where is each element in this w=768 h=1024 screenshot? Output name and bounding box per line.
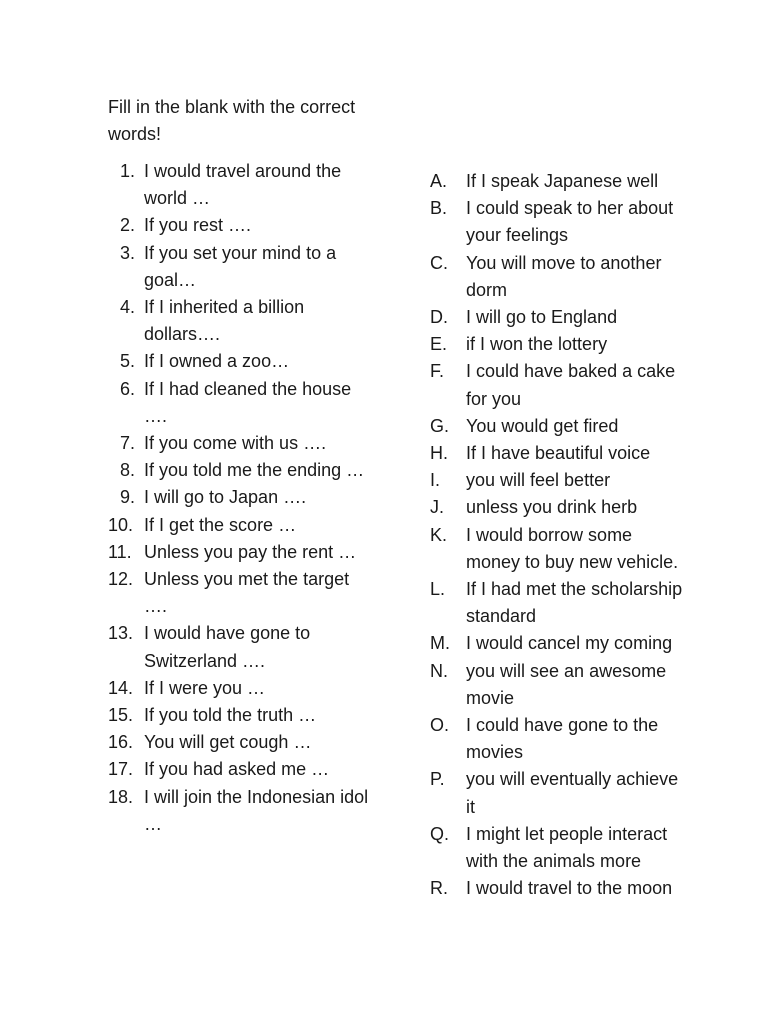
sentence-item-marker: 11. <box>108 541 132 562</box>
sentence-item-marker: 13. <box>108 623 134 644</box>
clause-item <box>424 576 689 630</box>
sentence-item-text: I would have gone to Switzerland …. <box>144 623 311 671</box>
sentence-item-marker: 8. <box>119 460 135 481</box>
sentence-item-text: You will get cough … <box>144 732 312 753</box>
sentence-item-text: If you set your mind to a goal… <box>144 242 337 290</box>
clause-item-text: I will go to England <box>466 307 618 328</box>
sentence-item-marker: 9. <box>119 487 135 508</box>
clause-item <box>424 331 689 358</box>
sentence-item <box>108 566 370 620</box>
sentence-item-marker: 16. <box>108 732 134 753</box>
clause-item <box>424 712 689 766</box>
clause-item-text: I would cancel my coming <box>466 633 673 654</box>
sentence-item <box>108 294 370 348</box>
sentence-item-marker: 2. <box>119 215 135 236</box>
sentence-item-marker: 17. <box>108 759 134 780</box>
sentence-item <box>108 158 370 212</box>
clause-item <box>424 358 689 412</box>
sentence-item-text: If I get the score … <box>144 514 297 535</box>
clause-item <box>424 413 689 440</box>
clause-item <box>424 195 689 249</box>
lettered-clause-list <box>424 168 689 902</box>
clause-item-marker: A. <box>430 171 448 191</box>
clause-item-marker: R. <box>430 878 448 899</box>
sentence-item-marker: 15. <box>108 705 134 726</box>
sentence-item <box>108 702 370 729</box>
clause-item <box>424 440 689 467</box>
sentence-item <box>108 484 370 511</box>
clause-item <box>424 168 689 195</box>
sentence-item-text: I will go to Japan …. <box>144 487 307 508</box>
sentence-item-marker: 18. <box>108 786 134 807</box>
sentence-item-text: If I owned a zoo… <box>144 351 290 372</box>
clause-item <box>424 250 689 304</box>
sentence-item <box>108 430 370 457</box>
clause-item-text: you will eventually achieve it <box>466 769 679 817</box>
clause-item-marker: M. <box>430 633 450 654</box>
clause-item <box>424 494 689 521</box>
clause-item-text: I could have baked a cake for you <box>466 361 676 409</box>
clause-item <box>424 658 689 712</box>
clause-item-text: I would travel to the moon <box>466 878 673 899</box>
clause-item-marker: J. <box>430 497 445 518</box>
sentence-item <box>108 512 370 539</box>
clause-item <box>424 630 689 657</box>
sentence-item-marker: 6. <box>119 378 135 399</box>
clause-item-text: If I have beautiful voice <box>466 443 651 464</box>
clause-item-marker: E. <box>430 334 448 355</box>
clause-item-text: if I won the lottery <box>466 334 608 355</box>
clause-item-marker: G. <box>430 415 450 436</box>
clause-item-text: If I had met the scholarship standard <box>466 579 683 627</box>
clause-item-text: unless you drink herb <box>466 497 638 518</box>
clause-item-text: You would get fired <box>466 415 619 436</box>
clause-item-marker: L. <box>430 579 446 600</box>
clause-item <box>424 467 689 494</box>
clause-item-text: I would borrow some money to buy new vehicle. <box>466 524 679 572</box>
sentence-item-text: If you told the truth … <box>144 705 317 726</box>
clause-item-marker: P. <box>430 769 445 790</box>
sentence-item-text: Unless you met the target …. <box>144 569 350 617</box>
clause-item-text: I could speak to her about your feelings <box>466 198 674 246</box>
clause-item-marker: K. <box>430 524 448 545</box>
clause-item-marker: B. <box>430 198 448 219</box>
clause-item-marker: F. <box>430 361 445 382</box>
sentence-item <box>108 756 370 783</box>
sentence-item-marker: 10. <box>108 514 134 535</box>
sentence-item-marker: 4. <box>119 297 135 318</box>
clause-item <box>424 766 689 820</box>
clause-item-text: I could have gone to the movies <box>466 715 659 763</box>
sentence-item-marker: 14. <box>108 677 134 698</box>
worksheet-title: Fill in the blank with the correct words! <box>108 97 356 144</box>
sentence-item-text: If you come with us …. <box>144 433 327 454</box>
clause-item-text: You will move to another dorm <box>466 252 662 300</box>
sentence-item-marker: 3. <box>119 242 135 263</box>
clause-item <box>424 821 689 875</box>
clause-item-marker: D. <box>430 307 448 328</box>
sentence-item <box>108 675 370 702</box>
sentence-item-marker: 7. <box>119 433 135 454</box>
clause-item-marker: N. <box>430 660 448 681</box>
sentence-item <box>108 620 370 674</box>
clause-item-text: I might let people interact with the animals more <box>466 823 668 872</box>
clause-item-text: If I speak Japanese well <box>466 171 659 191</box>
sentence-item-text: If I had cleaned the house …. <box>144 378 352 426</box>
clause-item-text: you will see an awesome movie <box>466 660 667 708</box>
sentence-item <box>108 729 370 756</box>
sentence-item-text: I would travel around the world … <box>144 161 342 209</box>
clause-item-marker: O. <box>430 715 450 736</box>
sentence-item <box>108 784 370 838</box>
sentence-item-text: If I inherited a billion dollars…. <box>144 297 305 345</box>
clause-item-marker: Q. <box>430 823 450 844</box>
sentence-item-text: If you had asked me … <box>144 759 330 780</box>
sentence-item-text: Unless you pay the rent … <box>144 541 357 562</box>
sentence-item-text: If you rest …. <box>144 215 252 236</box>
numbered-sentence-list <box>108 158 370 838</box>
sentence-item <box>108 212 370 239</box>
sentence-item-text: I will join the Indonesian idol … <box>144 786 369 834</box>
sentence-item-marker: 12. <box>108 569 134 590</box>
clause-item-marker: I. <box>430 470 441 491</box>
clause-item <box>424 875 689 902</box>
sentence-item <box>108 348 370 375</box>
sentence-item <box>108 457 370 484</box>
sentence-item-text: If I were you … <box>144 677 266 698</box>
clause-item-marker: C. <box>430 252 448 273</box>
clause-item <box>424 304 689 331</box>
sentence-item-marker: 1. <box>119 161 135 181</box>
clause-item-marker: H. <box>430 443 448 464</box>
sentence-item <box>108 539 370 566</box>
sentence-item <box>108 376 370 430</box>
clause-item-text: you will feel better <box>466 470 611 491</box>
clause-item <box>424 522 689 576</box>
sentence-item-text: If you told me the ending … <box>144 460 365 481</box>
sentence-item <box>108 240 370 294</box>
sentence-item-marker: 5. <box>119 351 135 372</box>
